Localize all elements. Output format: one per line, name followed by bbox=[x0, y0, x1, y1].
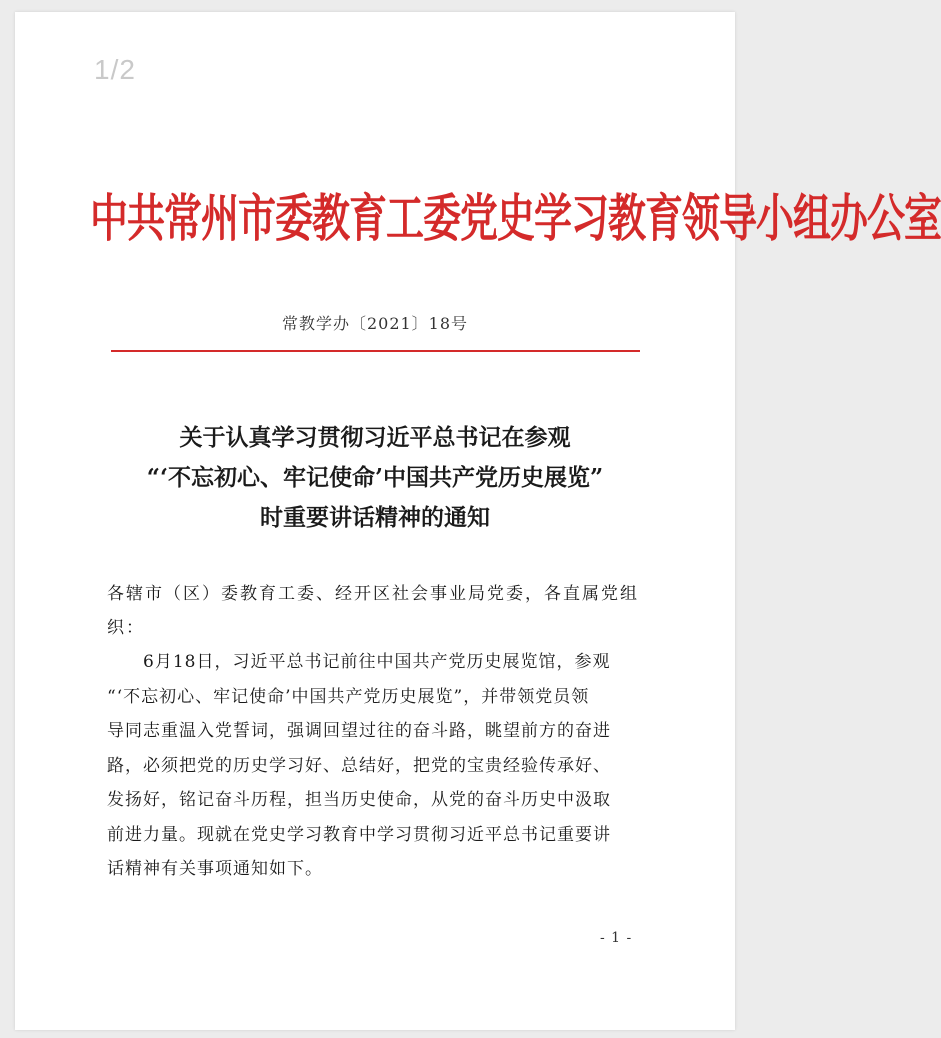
body-line: 导同志重温入党誓词，强调回望过往的奋斗路，眺望前方的奋进 bbox=[107, 721, 611, 741]
body-line: 路，必须把党的历史学习好、总结好，把党的宝贵经验传承好、 bbox=[107, 755, 611, 776]
body-line: 前进力量。现就在党史学习教育中学习贯彻习近平总书记重要讲 bbox=[107, 824, 611, 845]
issuer-header: 中共常州市委教育工委党史学习教育领导小组办公室 bbox=[90, 187, 941, 249]
title-line: 时重要讲话精神的通知 bbox=[260, 504, 490, 531]
body-line: 6月18日，习近平总书记前往中国共产党历史展览馆，参观 bbox=[107, 652, 611, 672]
recipient-line: 织： bbox=[107, 618, 145, 638]
recipient-block bbox=[107, 577, 647, 645]
body-line: 发扬好，铭记奋斗历程，担当历史使命，从党的奋斗历史中汲取 bbox=[107, 790, 611, 810]
recipient-line: 各辖市（区）委教育工委、经开区社会事业局党委，各直属党组 bbox=[107, 584, 639, 604]
body-line: 话精神有关事项通知如下。 bbox=[107, 859, 323, 879]
header-divider bbox=[111, 350, 640, 352]
body-paragraph bbox=[107, 645, 647, 887]
document-title bbox=[100, 418, 650, 538]
title-line: 关于认真学习贯彻习近平总书记在参观 bbox=[179, 424, 571, 451]
page-counter: 1/2 bbox=[94, 54, 136, 85]
document-number: 常教学办〔2021〕18号 bbox=[281, 314, 469, 333]
page-number-footer: - 1 - bbox=[600, 930, 633, 946]
body-line: “‘不忘初心、牢记使命’中国共产党历史展览”，并带领党员领 bbox=[107, 686, 590, 707]
title-line: “‘不忘初心、牢记使命’中国共产党历史展览” bbox=[146, 464, 604, 491]
